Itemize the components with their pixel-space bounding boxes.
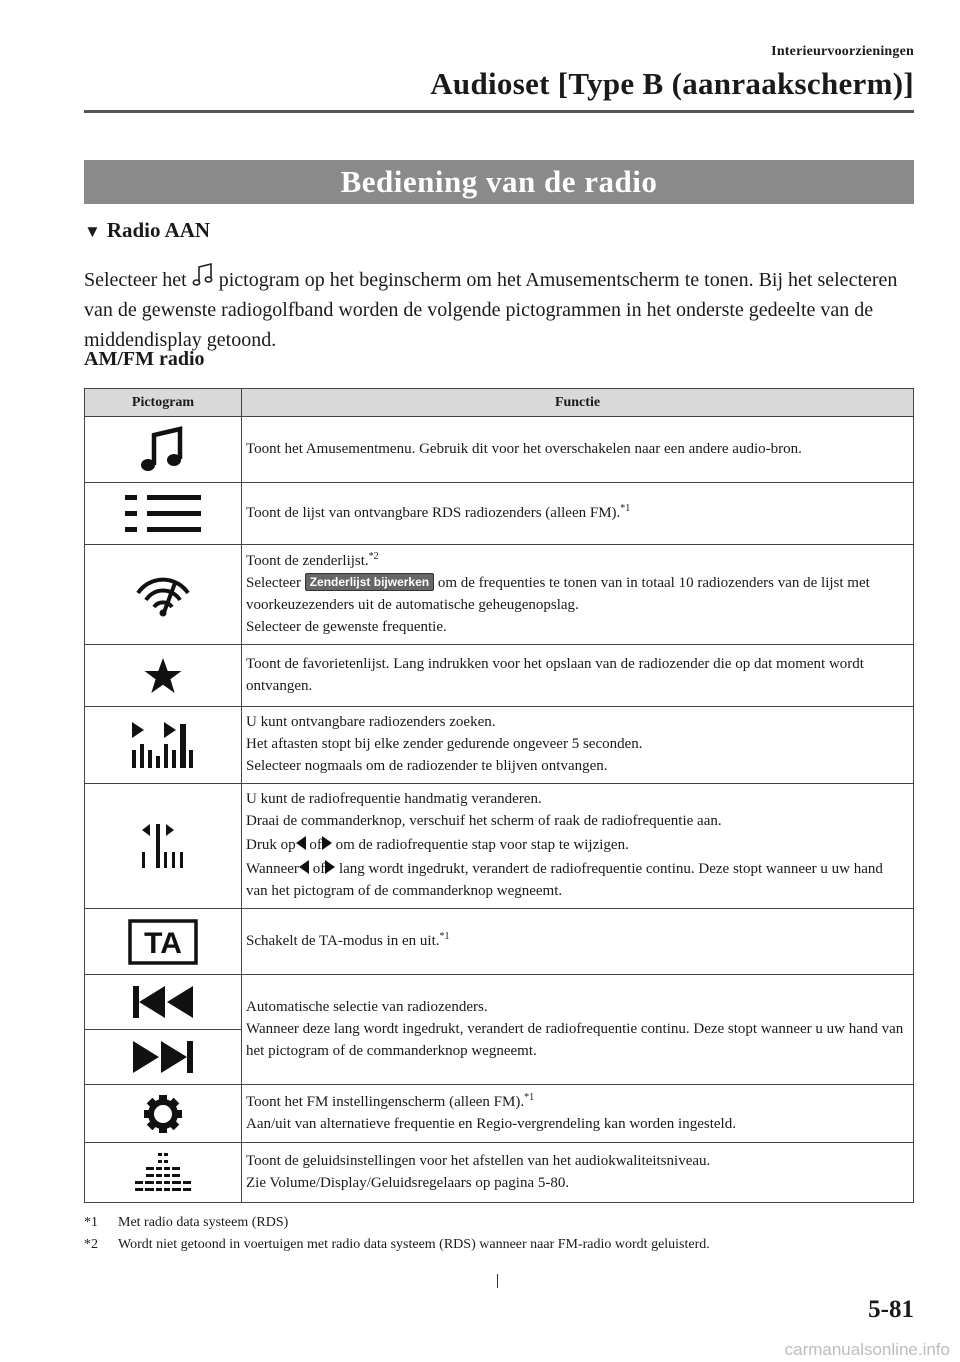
footnote-text: Wordt niet getoond in voertuigen met radio data systeem (RDS) wanneer naar FM-radio wordt geluisterd. [118,1237,710,1252]
section-label: Interieurvoorzieningen [771,44,914,59]
watermark[interactable]: carmanualsonline.info [784,1340,950,1359]
ta-icon-label: TA [144,926,182,960]
row-text [242,909,914,975]
row-text: Toont het Amusementmenu. Gebruik dit voor het overschakelen naar een andere audio-bron. [242,417,914,483]
subheading-text: Radio AAN [106,218,211,242]
row-text-line [246,550,907,572]
seek-forward-icon [131,1039,195,1075]
footnote-ref: *1 [620,502,631,514]
function-table [84,388,914,1203]
seek-back-cell [85,975,241,1030]
row-text-l4a: Wanneer [246,861,299,877]
ta-icon [128,919,198,965]
row-text-line [246,858,907,902]
radio-wave-icon [135,573,191,617]
subheading [84,218,210,243]
update-station-list-button: Zenderlijst bijwerken [305,573,434,591]
page-header [430,44,914,102]
music-note-inline-icon [192,262,214,288]
footnote-mark: *2 [84,1237,98,1252]
table-row [85,483,914,545]
header-rule [84,110,914,113]
row-text-main: Toont de lijst van ontvangbare RDS radiozenders (alleen FM). [246,504,621,521]
table-row [85,545,914,645]
row-text [242,1085,914,1143]
gear-icon [143,1094,183,1134]
col-header-pictogram: Pictogram [85,389,242,417]
section-banner: Bediening van de radio [84,160,914,204]
row-text-line: Automatische selectie van radiozenders. [246,998,488,1015]
row-text-l3c: om de radiofrequentie stap voor stap te wijzigen. [335,837,629,853]
table-header-row [85,389,914,417]
row-text-l1: Toont het FM instellingenscherm (alleen FM). [246,1093,525,1110]
footnote-ref: *1 [439,930,450,942]
footnote-mark: *1 [84,1215,98,1230]
row-text: Toont de favorietenlijst. Lang indrukken voor het opslaan van de radiozender die op dat moment wordt ontvangen. [242,645,914,707]
right-arrow-icon [325,860,335,874]
intro-after: pictogram op het beginscherm om het Amusementscherm te tonen. Bij het selecteren van de gewenste radiogolfband worden de volgende pictogrammen in het onderste gedeelte van de middendisplay getoond. [84,269,898,351]
row-text-line: Draai de commanderknop, verschuif het scherm of raak de radiofrequentie aan. [246,813,722,829]
footnote-ref: *1 [524,1091,535,1103]
scan-icon [130,720,196,770]
row-text-line: U kunt ontvangbare radiozenders zoeken. [246,714,496,730]
row-text [242,1143,914,1203]
row-text-line [246,834,907,856]
table-row [85,1143,914,1203]
list-icon [123,492,203,536]
left-arrow-icon [296,836,306,850]
row-text-l4b: of [312,861,326,877]
row-text-l4c: lang wordt ingedrukt, verandert de radiofrequentie continu. Deze stopt wanneer u uw hand van het pictogram of de commanderknop wegneemt. [246,861,883,899]
equalizer-icon [134,1151,192,1195]
row-text-l1: Toont de zenderlijst. [246,552,369,569]
row-text-main: Schakelt de TA-modus in en uit. [246,932,440,949]
table-row [85,975,914,1085]
table-row [85,707,914,784]
row-text-line: Selecteer de gewenste frequentie. [246,618,447,635]
band-title: AM/FM radio [84,348,205,370]
row-text-line: Het aftasten stopt bij elke zender gedurende ongeveer 5 seconden. [246,736,643,752]
row-text-line: U kunt de radiofrequentie handmatig veranderen. [246,791,542,807]
left-arrow-icon [299,860,309,874]
row-text-l3a: Druk op [246,837,296,853]
seek-back-icon [131,984,195,1020]
table-row [85,1085,914,1143]
row-text-line: Zie Volume/Display/Geluidsregelaars op pagina 5-80. [246,1174,570,1191]
chapter-title: Audioset [Type B (aanraakscherm)] [430,66,914,101]
star-icon [143,657,183,695]
table-row [85,784,914,909]
table-row [85,909,914,975]
row-text-line: Toont de geluidsinstellingen voor het afstellen van het audiokwaliteitsniveau. [246,1152,711,1169]
row-text-l2a: Selecteer [246,574,301,591]
row-text-l3b: of [309,837,322,853]
row-text [242,707,914,784]
right-arrow-icon [322,836,332,850]
row-text [242,483,914,545]
page-number: 5-81 [868,1296,914,1323]
row-text-line: Selecteer nogmaals om de radiozender te blijven ontvangen. [246,758,608,774]
table-row [85,645,914,707]
footnote-ref: *2 [368,550,379,562]
row-text-line: Aan/uit van alternatieve frequentie en Regio-vergrendeling kan worden ingesteld. [246,1115,736,1132]
footnote [84,1212,914,1234]
row-text-line: Wanneer deze lang wordt ingedrukt, verandert de radiofrequentie continu. Deze stopt wanneer u uw hand van het pictogram of de commanderknop wegneemt. [246,1020,904,1059]
music-note-icon [138,425,188,475]
seek-forward-cell [85,1030,241,1084]
table-row [85,417,914,483]
footnote [84,1234,914,1256]
center-mark [497,1274,498,1288]
row-text-line [246,1091,907,1113]
intro-before: Selecteer het [84,269,187,291]
row-text [242,975,914,1085]
footnote-text: Met radio data systeem (RDS) [118,1215,289,1230]
row-text [242,545,914,645]
row-text-line [246,572,907,616]
row-text [242,784,914,909]
intro-paragraph [84,262,914,355]
footnotes [84,1212,914,1256]
triangle-bullet-icon: ▼ [84,222,101,241]
row-text-l2b: om de frequenties te tonen van in totaal 10 radiozenders van de lijst met voorkeuzezenders uit de automatische geheugenopslag. [246,574,870,613]
col-header-functie: Functie [242,389,914,417]
manual-tune-icon [140,822,186,870]
